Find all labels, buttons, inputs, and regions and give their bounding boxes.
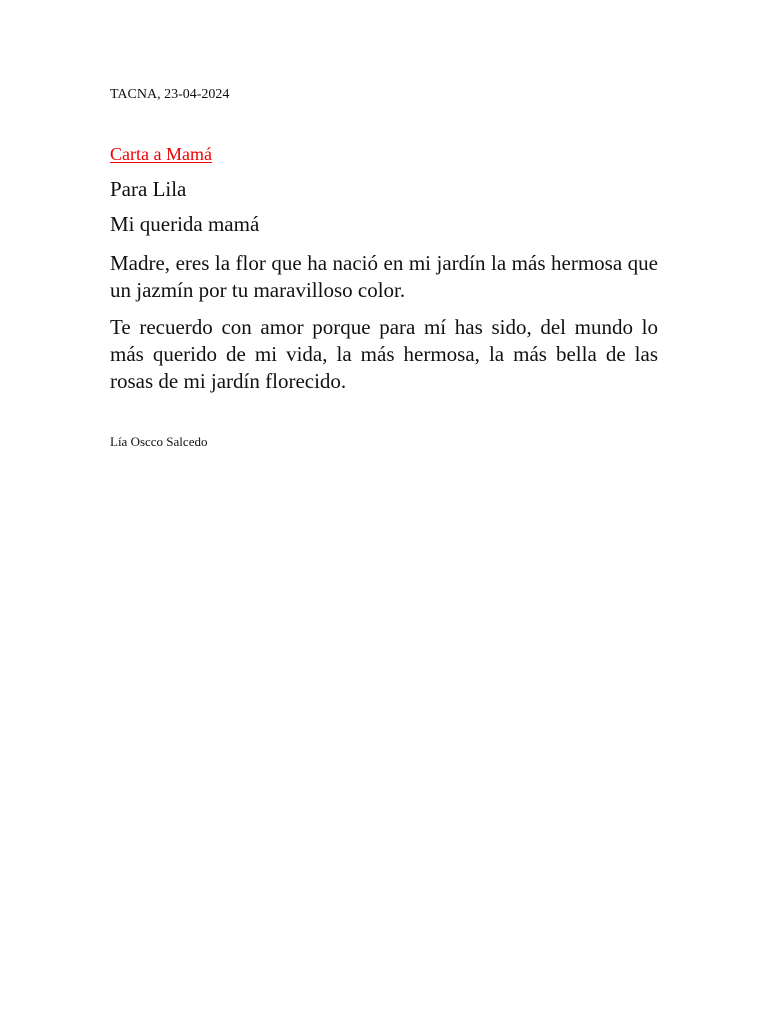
date-line: TACNA, 23-04-2024 <box>110 87 230 102</box>
paragraph-1: Madre, eres la flor que ha nació en mi jardín la más hermosa que un jazmín por tu maravilloso color. <box>110 251 658 302</box>
letter-title: Carta a Mamá <box>110 144 212 164</box>
recipient-line: Para Lila <box>110 177 187 201</box>
paragraph-2: Te recuerdo con amor porque para mí has sido, del mundo lo más querido de mi vida, la más hermosa, la más bella de las rosas de mi jardín florecido. <box>110 315 658 393</box>
signature: Lía Oscco Salcedo <box>110 434 208 449</box>
greeting-line: Mi querida mamá <box>110 212 260 236</box>
